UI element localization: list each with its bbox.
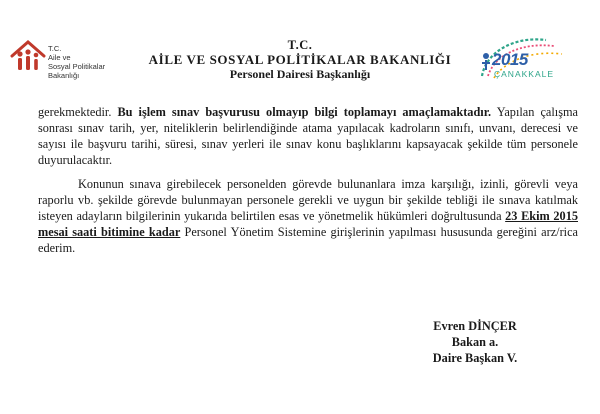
canakkale-2015-logo	[474, 32, 584, 84]
letterhead-department: Personel Dairesi Başkanlığı	[229, 67, 371, 81]
paragraph-2	[38, 176, 578, 256]
signer-name: Evren DİNÇER	[433, 319, 517, 333]
logo-city: ÇANAKKALE	[494, 69, 555, 79]
logo-line-2: Aile ve	[48, 53, 71, 62]
logo-line-1: T.C.	[48, 44, 62, 53]
letter-body	[38, 104, 578, 256]
signature-block	[400, 318, 550, 366]
signer-role-2: Daire Başkan V.	[432, 351, 518, 365]
logo-line-3: Sosyal Politikalar	[48, 62, 106, 71]
ministry-logo	[8, 34, 128, 78]
family-icon	[8, 34, 48, 74]
p2-text-a: Konunun sınava girebilecek personelden görevde bulunanlara imza karşılığı, izinli, görevli veya raporlu vb. şekilde görevde bulunmayan personele gerekli ve uygun bir şekilde tebliği ile sınava katılmak isteyen adayların bilgilerinin yukarıda belirtilen esas ve yönetmelik hükümleri doğrultusunda	[38, 177, 578, 223]
p1-text-a: gerekmektedir.	[38, 105, 118, 119]
p2-text-b: Personel Yönetim Sistemine girişlerinin yapılması hususunda gereğini arz/rica ederim.	[38, 225, 578, 255]
letterhead-ministry: AİLE VE SOSYAL POLİTİKALAR BAKANLIĞI	[148, 52, 452, 67]
ministry-logo-text	[48, 44, 105, 80]
letterhead-tc: T.C.	[287, 38, 313, 52]
paragraph-1	[38, 104, 578, 168]
p1-bold-statement: Bu işlem sınav başvurusu olmayıp bilgi toplamayı amaçlamaktadır.	[117, 105, 492, 119]
letterhead	[130, 38, 470, 82]
logo-line-4: Bakanlığı	[48, 71, 80, 80]
signer-role-1: Bakan a.	[451, 335, 499, 349]
p1-text-b: Yapılan çalışma sonrası sınav tarih, yer, niteliklerin belirlendiğinde atama yapılacak kadroların sınıfı, unvanı, derecesi ve sayısı ile başvuru tarihi, süresi, sınav yerleri ile sınav konu başlıklarını kapsayacak şekilde tüm personele duyurulacaktır.	[38, 105, 579, 167]
p2-deadline: 23 Ekim 2015 mesai saati bitimine kadar	[38, 209, 578, 239]
logo-year: 2015	[492, 50, 528, 69]
